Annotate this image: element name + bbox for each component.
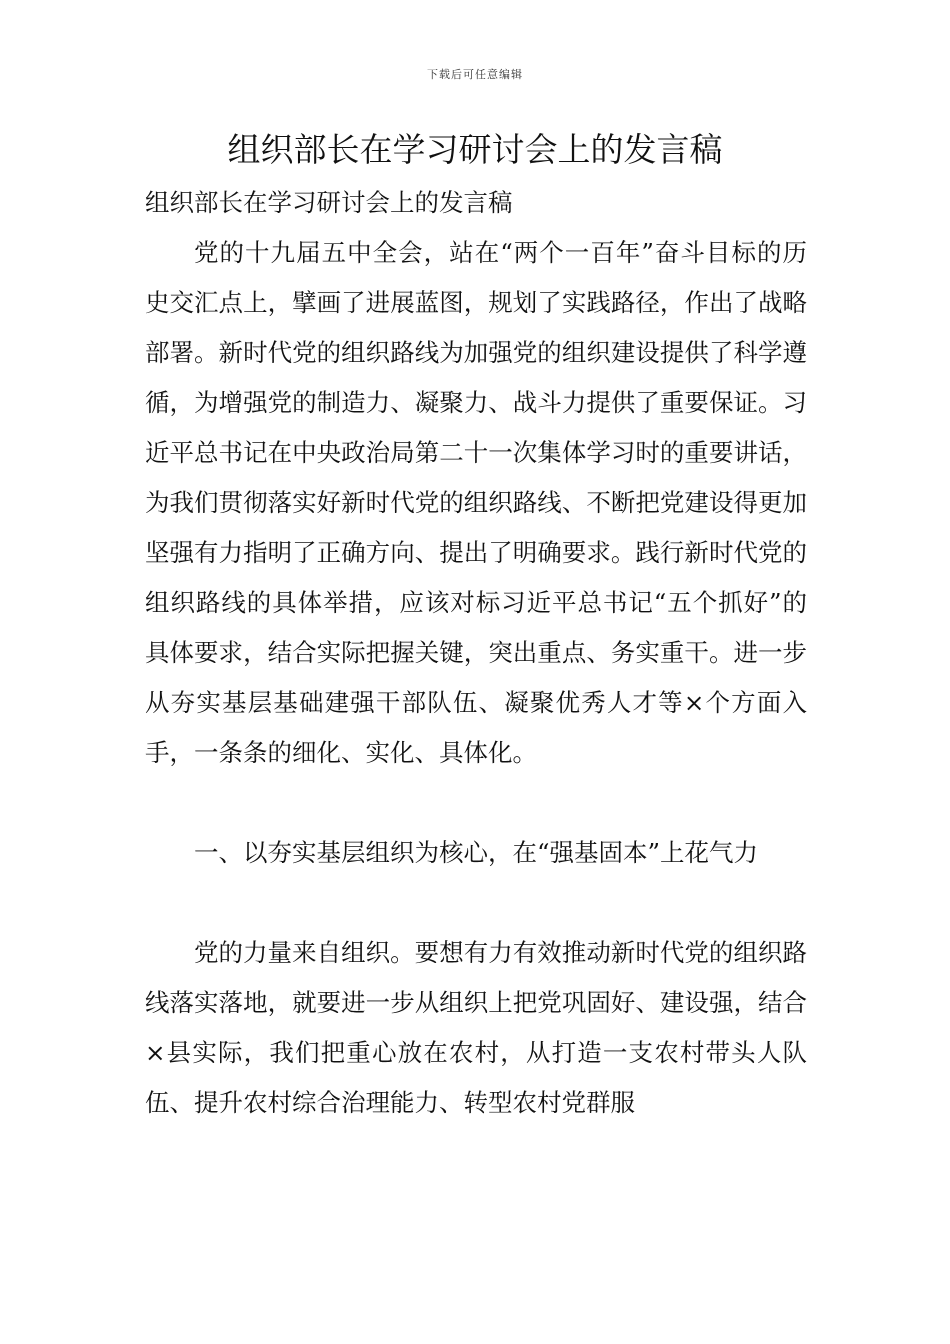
document-title: 组织部长在学习研讨会上的发言稿 — [227, 130, 723, 169]
document-body — [145, 178, 807, 1128]
section-heading-1: 一、以夯实基层组织为核心，在“强基固本”上花气力 — [194, 838, 759, 867]
paragraph-intro: 党的十九届五中全会，站在“两个一百年”奋斗目标的历史交汇点上，擘画了进展蓝图，规划了实践路径，作出了战略部署。新时代党的组织路线为加强党的组织建设提供了科学遵循，为增强党的制造力、凝聚力、战斗力提供了重要保证。习近平总书记在中央政治局第二十一次集体学习时的重要讲话，为我们贯彻落实好新时代党的组织路线、不断把党建设得更加坚强有力指明了正确方向、提出了明确要求。践行新时代党的组织路线的具体举措，应该对标习近平总书记“五个抓好”的具体要求，结合实际把握关键，突出重点、务实重干。进一步从夯实基层基础建强干部队伍、凝聚优秀人才等×个方面入手，一条条的细化、实化、具体化。 — [145, 238, 807, 767]
document-subtitle: 组织部长在学习研讨会上的发言稿 — [145, 188, 513, 217]
paragraph-spacer — [145, 878, 807, 928]
header-note: 下载后可任意编辑 — [427, 68, 523, 81]
paragraph-spacer — [145, 778, 807, 828]
paragraph-section-1: 党的力量来自组织。要想有力有效推动新时代党的组织路线落实落地，就要进一步从组织上把党巩固好、建设强，结合×县实际，我们把重心放在农村，从打造一支农村带头人队伍、提升农村综合治理能力、转型农村党群服 — [145, 938, 807, 1117]
